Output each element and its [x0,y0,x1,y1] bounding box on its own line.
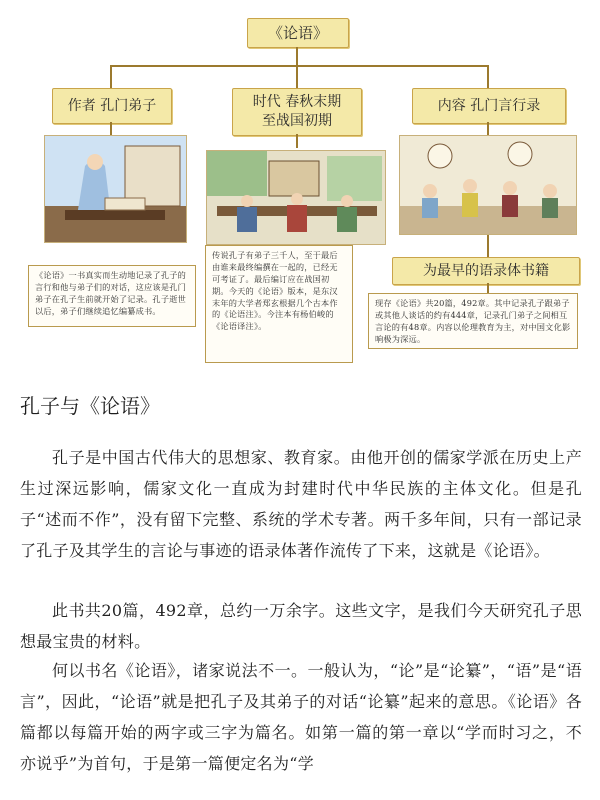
connector-sublabel [487,235,489,257]
connector-branch-3 [487,65,489,89]
connector-illus-1 [110,122,112,136]
connector-horizontal [110,65,488,67]
concept-diagram [0,0,600,375]
article-paragraph: 孔子是中国古代伟大的思想家、教育家。由他开创的儒家学派在历史上产生过深远影响，儒家文化一直成为封建时代中华民族的主体文化。但是孔子“述而不作”，没有留下完整、系统的学术专著。两千多年间，只有一部记录了孔子及其学生的言论与事迹的语录体著作流传了下来，这就是《论语》。 [20,448,582,560]
connector-root-down [296,47,298,66]
connector-illus-3 [487,122,489,136]
caption-period: 传说孔子有弟子三千人，至于最后由谁来最终编撰在一起的，已经无可考证了。最后编订应在战国初期。今天的《论语》版本，是东汉末年的大学者郑玄根据几个古本作的《论语注》。今注本有杨伯峻的《论语译注》。 [205,245,353,363]
article-paragraph: 何以书名《论语》，诸家说法不一。一般认为，“论”是“论纂”，“语”是“语言”，因此，“论语”就是把孔子及其弟子的对话“论纂”起来的意思。《论语》各篇都以每篇开始的两字或三字为篇名。如第一篇的第一章以“学而时习之，不亦说乎”为首句，于是第一篇便定名为“学 [20,661,582,773]
caption-author: 《论语》一书真实而生动地记录了孔子的言行和他与弟子们的对话，这应该是孔门弟子在孔子生前就开始了记录。孔子逝世以后，弟子们继续追忆编纂成书。 [28,265,196,327]
branch-content-sublabel: 为最早的语录体书籍 [392,257,580,285]
connector-branch-2 [296,65,298,89]
branch-period-label: 时代 春秋末期 至战国初期 [232,88,362,136]
caption-content: 现存《论语》共20篇，492章。其中记录孔子跟弟子或其他人谈话的约有444章，记录孔门弟子之间相互言论的有48章。内容以伦理教育为主，对中国文化影响极为深远。 [368,293,578,349]
branch-author-label: 作者 孔门弟子 [52,88,172,124]
article-paragraph: 此书共20篇，492章，总约一万余字。这些文字，是我们今天研究孔子思想最宝贵的材料。 [20,601,582,651]
branch-content-label: 内容 孔门言行录 [412,88,566,124]
illustration-scholar-writing [44,135,187,243]
article-title: 孔子与《论语》 [20,394,160,418]
connector-illus-2 [296,134,298,148]
illustration-teaching-scene [399,135,577,235]
connector-branch-1 [110,65,112,89]
illustration-gathering [206,150,386,245]
diagram-root-node: 《论语》 [247,18,349,48]
